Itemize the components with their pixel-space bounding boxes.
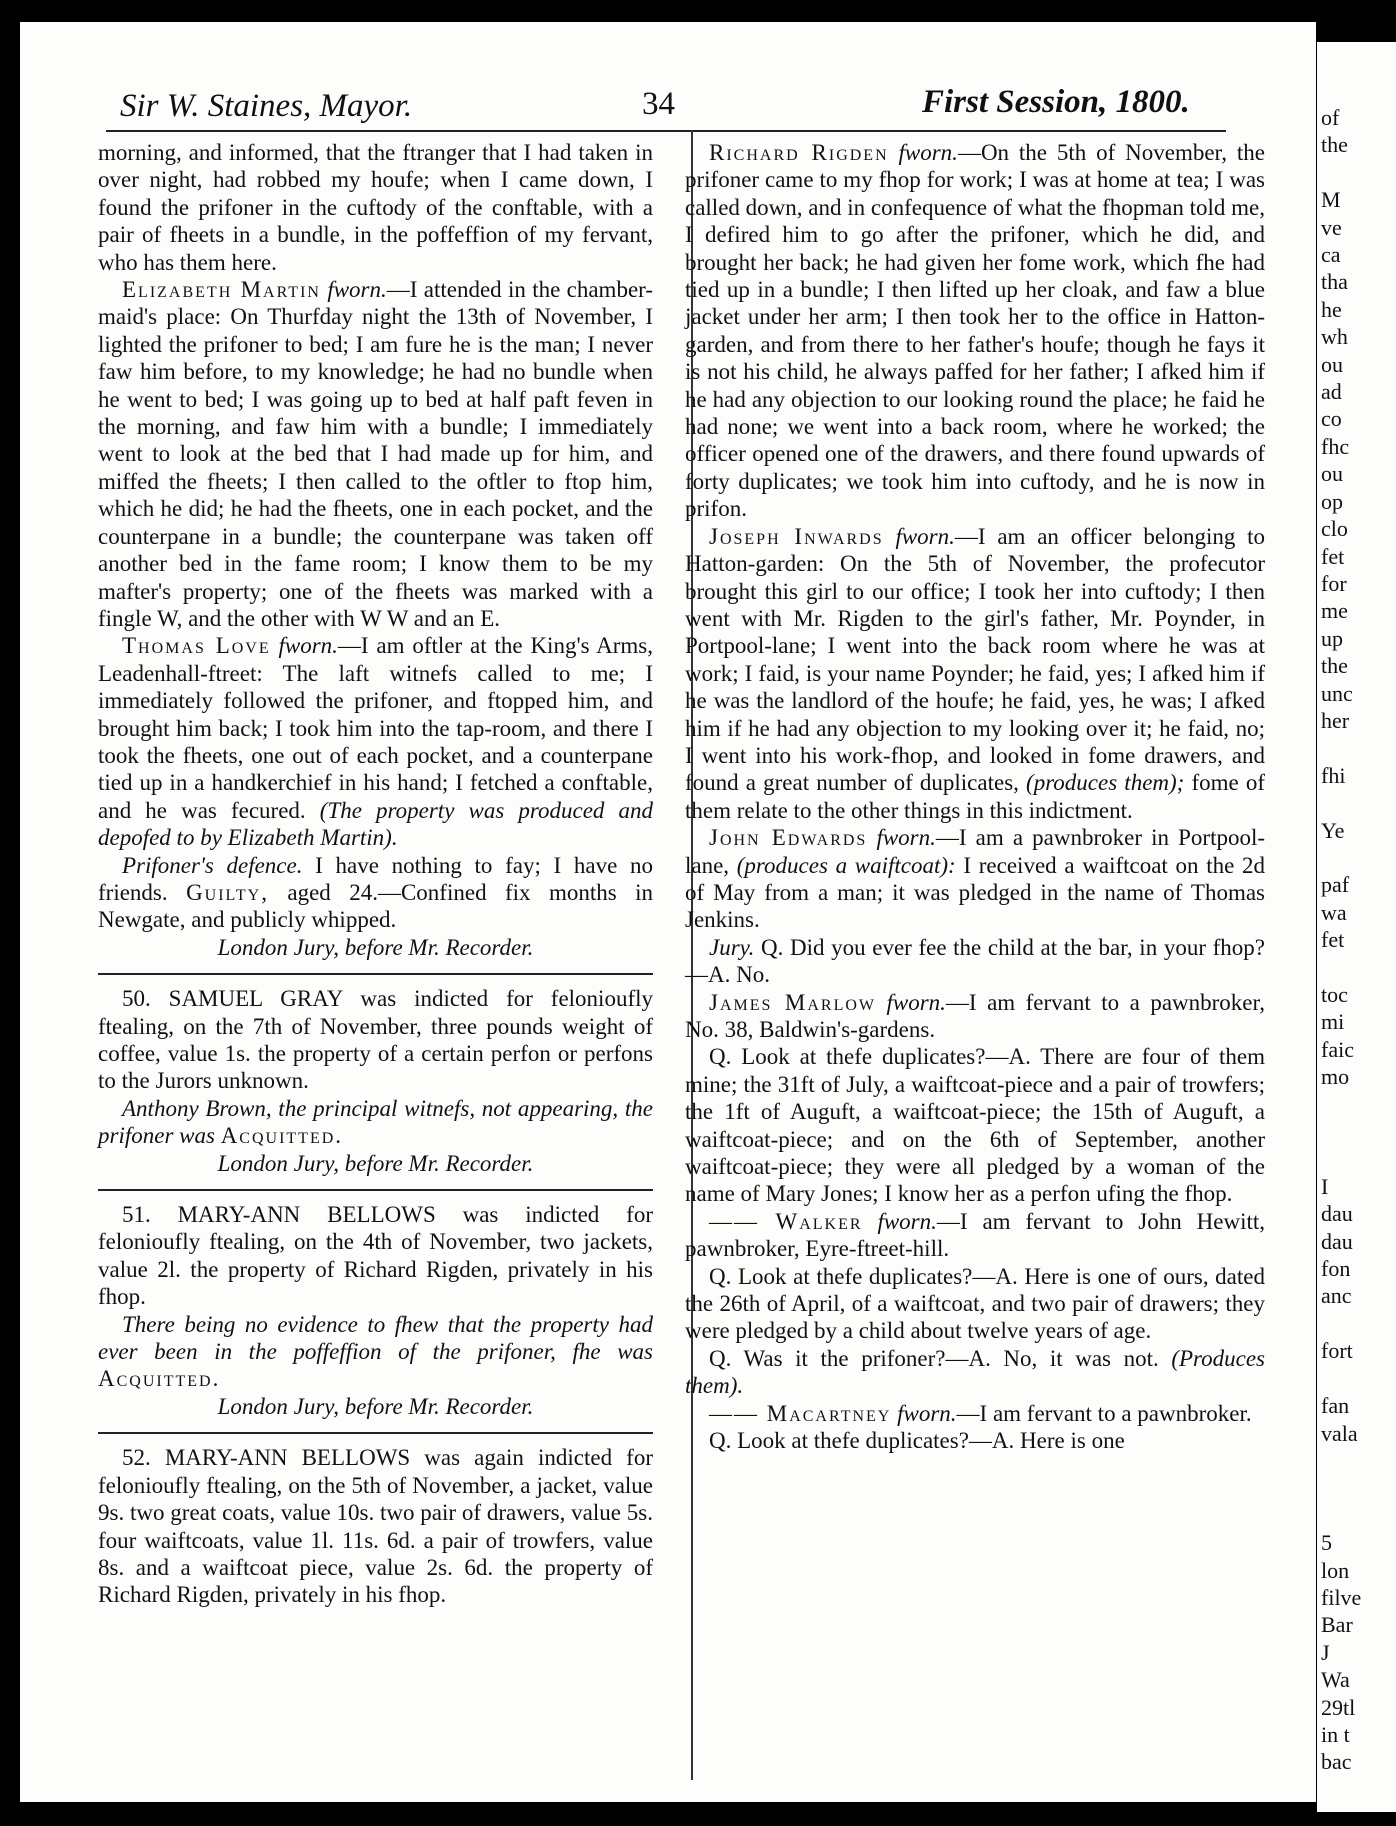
witness-name: John Edwards: [709, 825, 868, 851]
section-rule: [98, 1189, 653, 1191]
sworn-label: fworn.: [876, 825, 936, 851]
fragment-line: co: [1321, 406, 1342, 432]
left-paragraph: [98, 852, 653, 934]
fragment-line: mi: [1321, 1009, 1345, 1035]
jury-line: London Jury, before Mr. Recorder.: [217, 934, 534, 960]
right-column: [685, 139, 1265, 1455]
italic-aside: (produces them);: [1026, 770, 1185, 796]
fragment-line: filve: [1321, 1584, 1362, 1610]
right-paragraph: [685, 1400, 1265, 1427]
paragraph-text: —On the 5th of November, the prifoner came to my fhop for work; I was at home at tea; I was called down, and in confequence of what the fhopman told me, I defired him to go after the prifoner, which he did, and brought her back; he had given her fome work, which fhe had tied up in a bundle; I then lifted up her cloak, and faw a blue jacket under her arm; I then took her to the office in Hatton-garden, and from there to her father's houfe; though he fays it is not his child, he always paffed for her father; I afked him if he had any objection to our looking round the place; he faid he had none; we went into a back room, where he worked; the officer opened one of the drawers, and there found upwards of forty duplicates; we took him into cuftody, and he is now in prifon.: [685, 140, 1265, 522]
paragraph-text: Q. Did you ever fee the child at the bar, in your fhop?—A. No.: [685, 934, 1265, 988]
right-paragraph: [685, 523, 1265, 824]
fragment-line: in t: [1321, 1721, 1350, 1747]
right-paragraph: [685, 139, 1265, 523]
adjacent-page-fragment: [1317, 42, 1396, 1812]
fragment-line: anc: [1321, 1283, 1352, 1309]
fragment-line: [1317, 1502, 1396, 1529]
fragment-line: dau: [1321, 1201, 1353, 1227]
jury-line: London Jury, before Mr. Recorder.: [217, 1150, 534, 1176]
paragraph-tail: I received a waiftcoat on the 2d of May from a man; it was pledged in the name of Thomas Jenkins.: [685, 852, 1266, 933]
fragment-line: the: [1321, 132, 1348, 158]
right-paragraph: [685, 989, 1265, 1044]
fragment-line: for: [1321, 570, 1347, 596]
section-rule: [98, 1432, 653, 1434]
right-paragraph: [685, 1263, 1265, 1345]
fragment-line: fan: [1321, 1393, 1350, 1419]
fragment-line: fhi: [1321, 762, 1346, 788]
left-paragraph: [98, 139, 653, 276]
header-mayor: Sir W. Staines, Mayor.: [120, 88, 413, 124]
fragment-line: [1317, 1447, 1396, 1474]
italic-lead: Prifoner's defence.: [122, 852, 303, 878]
fragment-line: fon: [1321, 1256, 1351, 1282]
left-paragraph: [98, 1095, 653, 1150]
fragment-line: 29tl: [1321, 1694, 1356, 1720]
sworn-label: fworn.: [327, 277, 387, 303]
witness-name: Joseph Inwards: [709, 523, 884, 549]
paragraph-text: Q. Look at thefe duplicates?—A. There are four of them mine; the 31ft of July, a waiftcoat-piece and a pair of trowfers; the 1ft of Auguft, a waiftcoat-piece; the 15th of Auguft, a waiftcoat-piece; and on the 6th of September, another waiftcoat-piece; they were all pledged by a woman of the name of Mary Jones; I know her as a perfon ufing the fhop.: [685, 1044, 1265, 1207]
sworn-label: fworn.: [897, 1400, 957, 1426]
header-rule: [106, 130, 1226, 132]
fragment-line: op: [1321, 488, 1343, 514]
fragment-line: tha: [1321, 269, 1348, 295]
right-paragraph: [685, 1345, 1265, 1400]
sworn-label: fworn.: [877, 1208, 937, 1234]
left-paragraph: [98, 632, 653, 851]
paragraph-tail: aged 24.—Confined fix months in Newgate, and publicly whipped.: [98, 879, 654, 933]
paragraph-text: Q. Was it the prifoner?—A. No, it was not.: [709, 1345, 1159, 1371]
fragment-line: ca: [1321, 242, 1341, 268]
fragment-line: her: [1321, 707, 1350, 733]
fragment-line: the: [1321, 653, 1348, 679]
right-paragraph: [685, 1427, 1265, 1454]
italic-aside: (produces a waiftcoat):: [736, 852, 956, 878]
right-paragraph: [685, 824, 1265, 934]
fragment-line: 5: [1321, 1530, 1332, 1556]
paragraph-text: Q. Look at thefe duplicates?—A. Here is one: [709, 1428, 1125, 1454]
paragraph-text: Q. Look at thefe duplicates?—A. Here is one of ours, dated the 26th of April, of a waiftcoat, and two pair of drawers; they were pledged by a child about twelve years of age.: [685, 1263, 1265, 1344]
fragment-line: Ye: [1321, 817, 1345, 843]
left-paragraph: [98, 985, 653, 1095]
fragment-line: ou: [1321, 461, 1343, 487]
witness-name: Elizabeth Martin: [122, 277, 321, 303]
fragment-line: me: [1321, 598, 1348, 624]
header-session: First Session, 1800.: [922, 84, 1190, 120]
fragment-line: I: [1321, 1173, 1329, 1199]
fragment-line: ad: [1321, 379, 1342, 405]
witness-name: —— Walker: [709, 1208, 863, 1234]
fragment-line: [1317, 1091, 1396, 1118]
fragment-line: paf: [1321, 872, 1350, 898]
fragment-line: ve: [1321, 214, 1342, 240]
paragraph-text: I have nothing to fay; I have no friends.: [98, 852, 653, 905]
fragment-line: [1317, 954, 1396, 981]
witness-name: James Marlow: [709, 989, 876, 1015]
page-number: 34: [642, 86, 675, 122]
fragment-line: dau: [1321, 1228, 1353, 1254]
italic-lead: Jury.: [709, 934, 755, 960]
fragment-line: [1317, 1118, 1396, 1145]
verdict: Guilty,: [186, 879, 269, 905]
fragment-line: wa: [1321, 899, 1347, 925]
document-page: [20, 22, 1316, 1802]
fragment-line: Wa: [1321, 1667, 1350, 1693]
fragment-line: he: [1321, 296, 1342, 322]
fragment-line: Bar: [1321, 1612, 1353, 1638]
left-paragraph: [98, 1311, 653, 1393]
fragment-line: fhc: [1321, 433, 1350, 459]
paragraph-text: —I am an officer belonging to Hatton-garden: On the 5th of November, the profecutor brought this girl to our office; I took her into cuftody; I then went with Mr. Rigden to the girl's father, Mr. Poynder, in Portpool-lane; I went into the back room where he was at work; I faid, is your name Poynder; he faid, yes; I afked him if he was the landlord of the houfe; he faid, yes, he was; I afked him if he had any objection to my looking over it; he faid, no; I went into his work-fhop, and looked in fome drawers, and found a great number of duplicates,: [685, 523, 1266, 796]
fragment-line: fet: [1321, 543, 1345, 569]
fragment-line: [1317, 1145, 1396, 1172]
paragraph-text: —I attended in the chamber-maid's place: On Thurfday night the 13th of November, I lighted the prifoner to bed; I am fure he is the man; I never faw him before, to my knowledge; he had no bundle when he went to bed; I was going up to bed at half paft feven in the morning, and faw him with a bundle; I immediately went to look at the bed that I had made up for him, and miffed the fheets; I then called to the oftler to ftop him, which he did; he had the fheets, one in each pocket, and the counterpane in a bundle; the counterpane was taken off another bed in the fame room; I know them to be my mafter's property; one of the fheets was marked with a fingle W, and the other with W W and an E.: [98, 277, 654, 631]
witness-name: Thomas Love: [122, 633, 271, 659]
witness-name: —— Macartney: [709, 1400, 892, 1426]
paragraph-text: 51. MARY-ANN BELLOWS was indicted for felonioufly ftealing, on the 4th of November, two jackets, value 2l. the property of Richard Rigden, privately in his fhop.: [98, 1202, 653, 1310]
jury-line: London Jury, before Mr. Recorder.: [217, 1393, 534, 1419]
paragraph-text: —I am a pawnbroker in Portpool-lane,: [685, 825, 1266, 878]
fragment-line: [1317, 1365, 1396, 1392]
italic-text: Anthony Brown, the principal witnefs, not appearing, the prifoner was: [98, 1095, 653, 1149]
fragment-line: faic: [1321, 1036, 1354, 1062]
fragment-line: bac: [1321, 1749, 1352, 1775]
italic-text: There being no evidence to fhew that the property had ever been in the poffeffion of the prifoner, fhe was: [98, 1311, 653, 1365]
italic-aside: (Produces them).: [685, 1345, 1266, 1399]
left-column: [98, 139, 653, 1609]
italic-aside: (The property was produced and depofed to by Elizabeth Martin).: [98, 797, 654, 851]
paragraph-text: 50. SAMUEL GRAY was indicted for felonioufly ftealing, on the 7th of November, three pounds weight of coffee, value 1s. the property of a certain perfon or perfons to the Jurors unknown.: [98, 986, 653, 1094]
paragraph-tail: fome of them relate to the other things in this indictment.: [685, 770, 1266, 823]
left-paragraph: [98, 276, 653, 632]
fragment-line: fort: [1321, 1338, 1353, 1364]
left-paragraph: [98, 1444, 653, 1608]
paragraph-text: —I am fervant to a pawnbroker, No. 38, Baldwin's-gardens.: [685, 989, 1265, 1042]
running-header: [100, 70, 1240, 124]
right-paragraph: [685, 1043, 1265, 1207]
fragment-line: unc: [1321, 680, 1353, 706]
paragraph-text: —I am oftler at the King's Arms, Leadenhall-ftreet: The laft witnefs called to me; I immediately followed the prifoner, and ftopped him, and brought him back; I took him into the tap-room, and there I took the fheets, one out of each pocket, and a counterpane tied up in a handkerchief in his hand; I fetched a conftable, and he was fecured.: [98, 633, 653, 823]
fragment-line: [1317, 844, 1396, 871]
fragment-line: [1317, 159, 1396, 186]
fragment-line: M: [1321, 187, 1341, 213]
sworn-label: fworn.: [898, 140, 958, 165]
sworn-label: fworn.: [895, 523, 955, 549]
fragment-line: mo: [1321, 1064, 1350, 1090]
fragment-line: vala: [1321, 1420, 1358, 1446]
right-paragraph: [685, 1208, 1265, 1263]
fragment-line: toc: [1321, 982, 1348, 1007]
fragment-line: of: [1321, 105, 1340, 130]
paragraph-text: morning, and informed, that the ftranger that I had taken in over night, had robbed my houfe; when I came down, I found the prifoner in the cuftody of the conftable, with a pair of fheets in a bundle, in the poffeffion of my fervant, who has them here.: [98, 140, 653, 275]
witness-name: Richard Rigden: [709, 140, 889, 165]
verdict: Acquitted.: [98, 1366, 221, 1392]
right-paragraph: [685, 934, 1265, 989]
fragment-line: J: [1321, 1639, 1330, 1665]
fragment-line: wh: [1321, 324, 1348, 350]
sworn-label: fworn.: [886, 989, 946, 1015]
fragment-line: lon: [1321, 1557, 1350, 1583]
sworn-label: fworn.: [278, 633, 338, 659]
fragment-line: fet: [1321, 927, 1345, 953]
fragment-line: [1317, 1310, 1396, 1337]
section-rule: [98, 973, 653, 975]
fragment-line: ou: [1321, 351, 1343, 377]
fragment-line: [1317, 734, 1396, 761]
fragment-line: up: [1321, 625, 1343, 651]
fragment-line: clo: [1321, 516, 1348, 542]
paragraph-text: 52. MARY-ANN BELLOWS was again indicted for felonioufly ftealing, on the 5th of November, a jacket, value 9s. two great coats, value 10s. two pair of drawers, value 5s. four waiftcoats, value 1l. 11s. 6d. a pair of trowfers, value 8s. and a waiftcoat piece, value 2s. 6d. the property of Richard Rigden, privately in his fhop.: [98, 1445, 653, 1608]
fragment-line: [1317, 789, 1396, 816]
left-paragraph: [98, 1201, 653, 1311]
verdict: Acquitted.: [220, 1123, 344, 1149]
paragraph-text: —I am fervant to John Hewitt, pawnbroker, Eyre-ftreet-hill.: [685, 1208, 1266, 1262]
fragment-line: [1317, 1474, 1396, 1501]
paragraph-text: —I am fervant to a pawnbroker.: [956, 1400, 1252, 1426]
